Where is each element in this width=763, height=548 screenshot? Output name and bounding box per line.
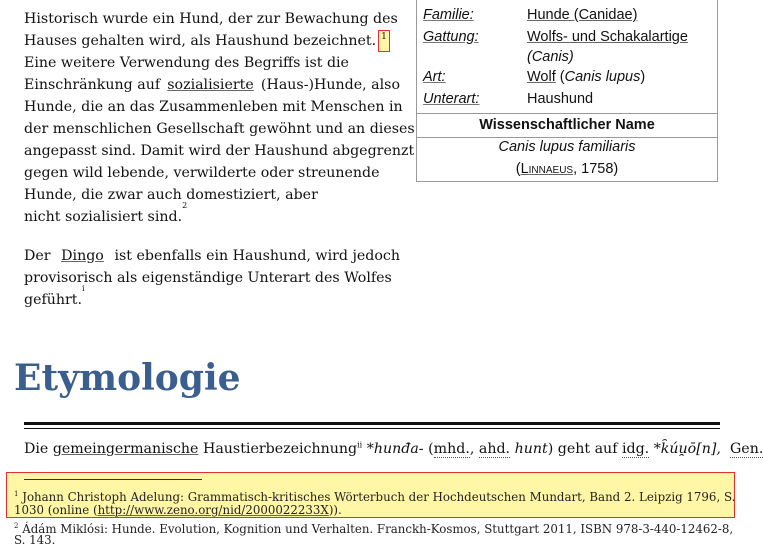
taxo-row-art [417, 66, 717, 88]
text: Die [24, 441, 49, 457]
text: ist ebenfalls ein Haushund, wird jedoch [114, 248, 400, 264]
taxo-row-gattung-extra [417, 46, 717, 68]
taxo-row-familie [417, 4, 717, 26]
footnote-text: 1030 (online ( [14, 503, 98, 517]
footnote-ref-2[interactable]: 2 [182, 201, 188, 210]
paragraph-line [24, 201, 400, 228]
taxo-key[interactable]: Gattung: [423, 29, 479, 45]
heading-rule [24, 428, 720, 429]
taxo-value: Haushund [527, 91, 594, 107]
taxo-authority [417, 158, 717, 180]
paragraph-line [24, 284, 400, 311]
text: Hunde, die an das Zusammenleben mit Menschen in [24, 99, 403, 115]
taxo-sci-name: Canis lupus familiaris [498, 139, 636, 155]
footnote-text: )). [328, 503, 342, 517]
taxo-value-link[interactable]: Hunde (Canidae) [527, 7, 638, 23]
paragraph-line [24, 118, 415, 140]
abbr-ahd[interactable]: ahd. [478, 441, 511, 457]
section-heading-etymologie: Etymologie [14, 357, 241, 399]
link-sozialisierte[interactable]: sozialisierte [167, 77, 254, 93]
footnote-text: Johann Christoph Adelung: Grammatisch-kritisches Wörterbuch der Hochdeutschen Mundart, Band 2. Leipzig 1796, S. [22, 489, 736, 504]
text: Historisch wurde ein Hund, der zur Bewachung des [24, 11, 398, 27]
text: angepasst sind. Damit wird der Haushund abgegrenzt [24, 143, 415, 159]
word-form: *k̑úu̯ō[n], [653, 441, 721, 457]
paragraph-line [24, 162, 400, 184]
text: geht auf [557, 441, 618, 457]
taxo-row-unterart [417, 88, 717, 110]
taxo-value-link[interactable]: Wolfs- und Schakalartige [527, 29, 688, 45]
paragraph-line [24, 140, 415, 162]
taxo-key[interactable]: Art: [423, 69, 446, 85]
text: Der [24, 248, 51, 264]
text: geführt. [24, 292, 82, 308]
text: Hauses gehalten wird, als Haushund bezeichnet. [24, 33, 377, 49]
paragraph-line [24, 30, 400, 52]
word-form: hunt [514, 441, 548, 457]
text: Haustierbezeichnung [202, 441, 358, 457]
taxo-sci-header: Wissenschaftlicher Name [479, 117, 655, 133]
text: gegen wild lebende, verwilderte oder streunende [24, 165, 380, 181]
paragraph-line [24, 8, 400, 30]
footnote-number: 1 [14, 490, 19, 498]
footnote-separator [24, 479, 202, 480]
abbr-gen[interactable]: Gen. [729, 441, 763, 457]
taxo-row-gattung [417, 26, 717, 48]
taxo-key[interactable]: Familie: [423, 7, 474, 23]
text: nicht sozialisiert sind. [24, 209, 183, 225]
footnote-2-cont [14, 532, 55, 548]
text: Hunde, die zwar auch domestiziert, aber [24, 187, 318, 203]
paragraph-line [24, 184, 400, 206]
text: ) [547, 441, 554, 457]
abbr-idg[interactable]: idg. [621, 441, 650, 457]
paragraph-line [24, 52, 400, 74]
heading-rule [24, 422, 720, 425]
text: ( [515, 161, 521, 177]
footnote-ref-1[interactable]: 1 [378, 30, 390, 52]
abbr-mhd[interactable]: mhd. [433, 441, 470, 457]
text: der menschlichen Gesellschaft gewöhnt und an dieses [24, 121, 415, 137]
link-dingo[interactable]: Dingo [61, 248, 104, 264]
taxo-binomial: Canis lupus [564, 69, 641, 85]
footnote-1-cont [14, 502, 342, 518]
word-form: *hunđa- [366, 441, 424, 457]
link-linnaeus[interactable]: Linnaeus [520, 161, 574, 177]
text: , [469, 441, 475, 457]
footnote-text: S. 143. [14, 533, 56, 547]
paragraph-line [24, 267, 400, 289]
taxo-value: Wolf (Canis lupus) [527, 69, 646, 85]
text: ( [428, 441, 434, 457]
link-gemeingermanisch[interactable]: gemeingermanische [52, 441, 199, 457]
text: provisorisch als eigenständige Unterart des Wolfes [24, 270, 392, 286]
paragraph-line [24, 96, 403, 118]
text: Eine weitere Verwendung des Begriffs ist die [24, 55, 349, 71]
footnote-number: 2 [14, 522, 19, 530]
taxo-value-extra: (Canis) [527, 49, 574, 65]
link-wolf[interactable]: Wolf [527, 69, 556, 85]
taxobox [416, 0, 718, 182]
paragraph-line [24, 74, 400, 96]
etymology-line [24, 438, 763, 460]
text: (Haus-)Hunde, also [260, 77, 400, 93]
text: Einschränkung auf [24, 77, 161, 93]
text: , 1758) [573, 161, 619, 177]
endnote-ref-ii[interactable]: ii [357, 440, 363, 450]
taxo-key[interactable]: Unterart: [423, 91, 480, 107]
endnote-ref-i[interactable]: i [82, 284, 85, 293]
footnote-link-zeno[interactable]: http://www.zeno.org/nid/2000022233X [97, 503, 329, 517]
footnote-text: Ádám Miklósi: Hunde. Evolution, Kognition und Verhalten. Franckh-Kosmos, Stuttgart 2011, ISBN 978-3-440-12462-8, [22, 521, 734, 536]
paragraph-line [24, 245, 400, 267]
footnote-2 [14, 518, 733, 537]
